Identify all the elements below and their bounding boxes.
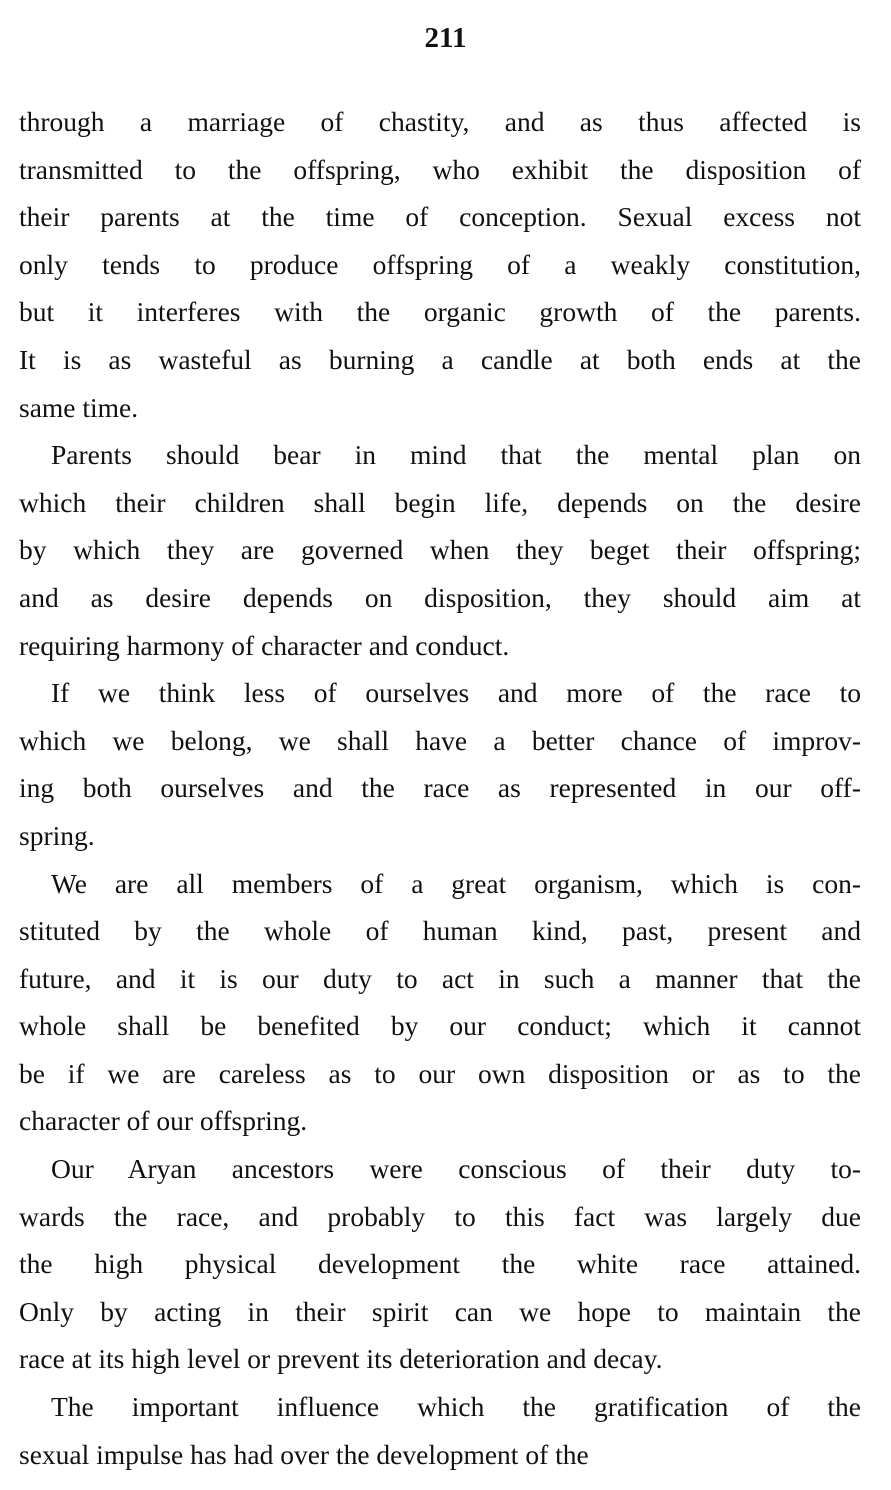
text-line: only tends to produce offspring of a weakly constitution,	[19, 248, 861, 280]
text-line: requiring harmony of character and conduct.	[19, 629, 510, 661]
paragraph-3	[19, 669, 861, 859]
text-line: Parents should bear in mind that the mental plan on	[51, 439, 861, 471]
text-line: character of our offspring.	[19, 1105, 308, 1137]
paragraph-2	[19, 431, 861, 669]
text-line: the high physical development the white race attained.	[19, 1248, 861, 1280]
text-line: transmitted to the offspring, who exhibit the disposition of	[19, 153, 861, 185]
text-line: which we belong, we shall have a better chance of improv-	[19, 724, 861, 756]
text-line: but it interferes with the organic growth of the parents.	[19, 296, 861, 328]
text-line: ing both ourselves and the race as represented in our off-	[19, 772, 861, 804]
text-line: Only by acting in their spirit can we hope to maintain the	[19, 1295, 861, 1327]
text-line: spring.	[19, 819, 95, 851]
text-line: and as desire depends on disposition, they should aim at	[19, 581, 861, 613]
paragraph-4	[19, 860, 861, 1146]
text-line: If we think less of ourselves and more of the race to	[51, 677, 861, 709]
text-line: by which they are governed when they beget their offspring;	[19, 534, 861, 566]
text-line: same time.	[19, 391, 139, 423]
paragraph-1	[19, 98, 861, 431]
text-line: sexual impulse has had over the development of the	[19, 1438, 589, 1470]
text-line: It is as wasteful as burning a candle at both ends at the	[19, 343, 861, 375]
text-line: Our Aryan ancestors were conscious of their duty to-	[51, 1153, 861, 1185]
paragraph-6	[19, 1383, 861, 1478]
text-line: be if we are careless as to our own disposition or as to the	[19, 1057, 861, 1089]
text-line: race at its high level or prevent its deterioration and decay.	[19, 1343, 663, 1375]
page-number: 211	[424, 22, 467, 54]
text-line: through a marriage of chastity, and as thus affected is	[19, 106, 861, 137]
text-line: We are all members of a great organism, which is con-	[51, 867, 861, 899]
body-text	[19, 98, 861, 1478]
paragraph-5	[19, 1145, 861, 1383]
text-line: stituted by the whole of human kind, past, present and	[19, 915, 861, 947]
text-line: wards the race, and probably to this fact was largely due	[19, 1200, 861, 1232]
text-line: which their children shall begin life, depends on the desire	[19, 486, 861, 518]
text-line: future, and it is our duty to act in such a manner that the	[19, 962, 861, 994]
text-line: The important influence which the gratification of the	[51, 1391, 861, 1423]
text-line: their parents at the time of conception. Sexual excess not	[19, 201, 861, 233]
text-line: whole shall be benefited by our conduct; which it cannot	[19, 1010, 861, 1042]
